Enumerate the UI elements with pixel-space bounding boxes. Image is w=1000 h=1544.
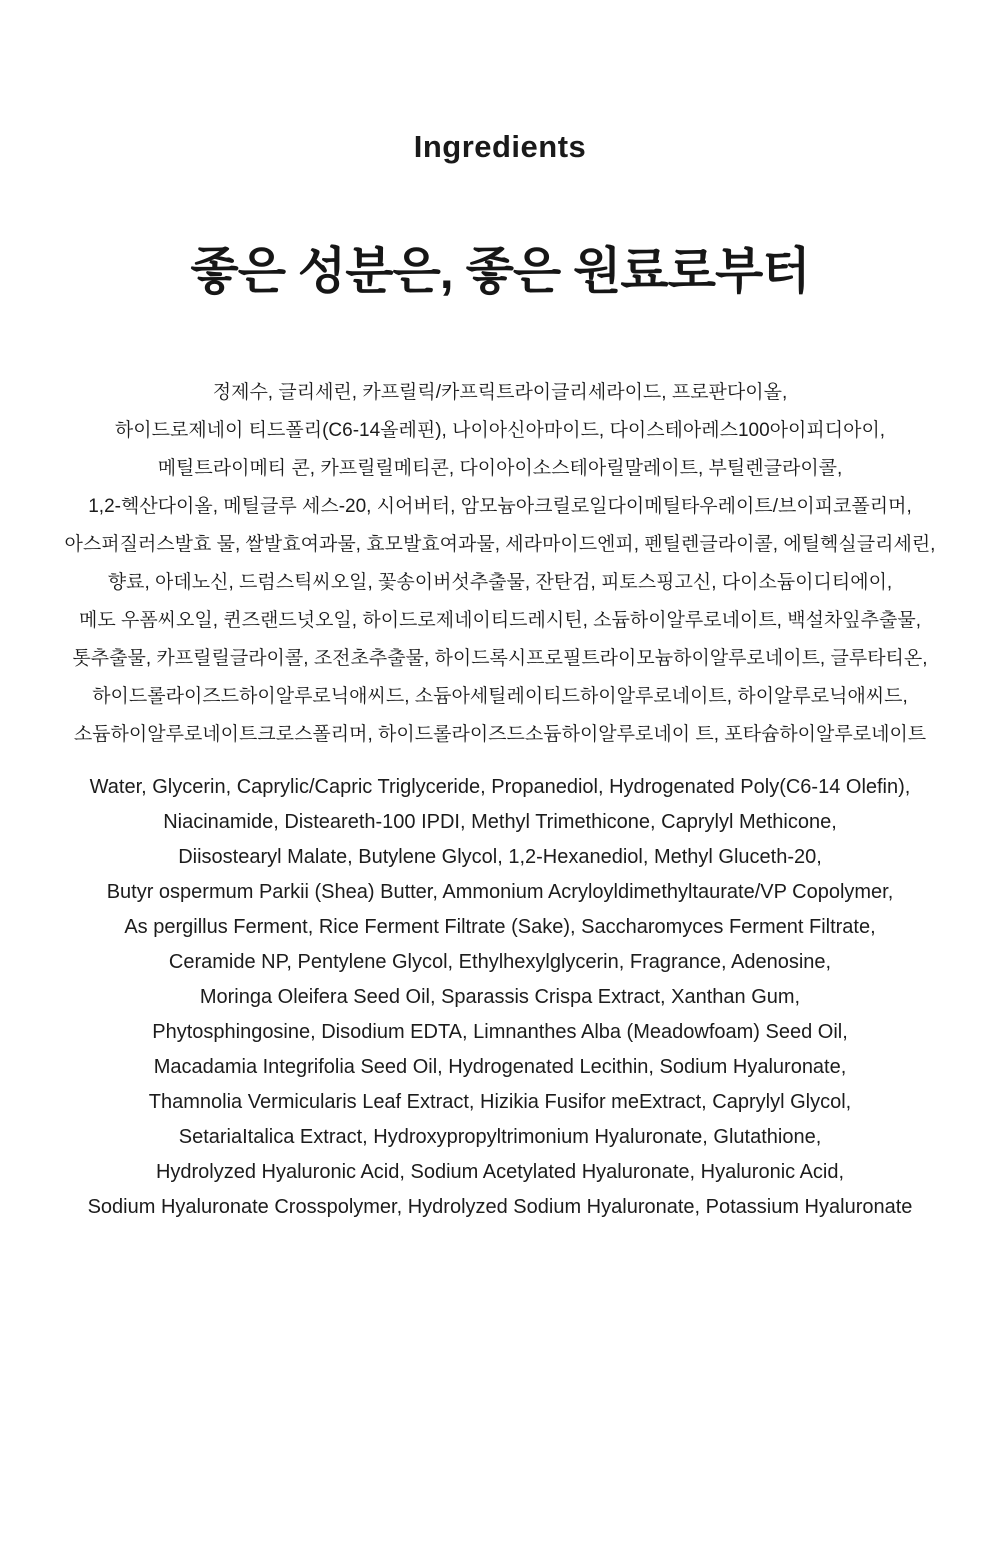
english-ingredients-line: Thamnolia Vermicularis Leaf Extract, Hizikia Fusifor meExtract, Caprylyl Glycol, xyxy=(148,1091,852,1113)
korean-ingredients-line: 향료, 아데노신, 드럼스틱씨오일, 꽃송이버섯추출물, 잔탄검, 피토스핑고신, 다이소듐이디티에이, xyxy=(107,572,893,593)
korean-ingredients-line: 메틸트라이메티 콘, 카프릴릴메티콘, 다이아이소스테아릴말레이트, 부틸렌글라이콜, xyxy=(157,458,843,479)
english-ingredients-line: Ceramide NP, Pentylene Glycol, Ethylhexylglycerin, Fragrance, Adenosine, xyxy=(168,951,832,973)
korean-ingredients-line: 소듐하이알루로네이트크로스폴리머, 하이드롤라이즈드소듐하이알루로네이 트, 포타슘하이알루로네이트 xyxy=(73,724,927,745)
korean-ingredients-line: 톳추출물, 카프릴릴글라이콜, 조전초추출물, 하이드록시프로필트라이모늄하이알루로네이트, 글루타티온, xyxy=(72,648,928,669)
ingredients-english-paragraph xyxy=(0,770,1000,1225)
korean-ingredients-line: 하이드롤라이즈드하이알루로닉애씨드, 소듐아세틸레이티드하이알루로네이트, 하이알루로닉애씨드, xyxy=(92,686,908,707)
english-ingredients-line: Macadamia Integrifolia Seed Oil, Hydrogenated Lecithin, Sodium Hyaluronate, xyxy=(153,1056,847,1078)
ingredients-korean-paragraph xyxy=(0,374,1000,754)
english-ingredients-line: Sodium Hyaluronate Crosspolymer, Hydrolyzed Sodium Hyaluronate, Potassium Hyaluronate xyxy=(87,1196,913,1218)
english-ingredients-line: Diisostearyl Malate, Butylene Glycol, 1,2-Hexanediol, Methyl Gluceth-20, xyxy=(178,846,822,868)
english-ingredients-line: Hydrolyzed Hyaluronic Acid, Sodium Acetylated Hyaluronate, Hyaluronic Acid, xyxy=(155,1161,845,1183)
korean-ingredients-line: 아스퍼질러스발효 물, 쌀발효여과물, 효모발효여과물, 세라마이드엔피, 펜틸렌글라이콜, 에틸헥실글리세린, xyxy=(64,534,936,555)
korean-ingredients-line: 하이드로제네이 티드폴리(C6-14올레핀), 나이아신아마이드, 다이스테아레스100아이피디아이, xyxy=(114,420,886,441)
korean-ingredients-line: 정제수, 글리세린, 카프릴릭/카프릭트라이글리세라이드, 프로판다이올, xyxy=(212,382,788,403)
english-ingredients-line: Butyr ospermum Parkii (Shea) Butter, Ammonium Acryloyldimethyltaurate/VP Copolymer, xyxy=(106,881,894,903)
korean-ingredients-line: 메도 우폼씨오일, 퀸즈랜드넛오일, 하이드로제네이티드레시틴, 소듐하이알루로네이트, 백설차잎추출물, xyxy=(78,610,921,631)
english-ingredients-line: As pergillus Ferment, Rice Ferment Filtrate (Sake), Saccharomyces Ferment Filtrate, xyxy=(124,916,876,938)
english-ingredients-line: Moringa Oleifera Seed Oil, Sparassis Crispa Extract, Xanthan Gum, xyxy=(199,986,801,1008)
english-ingredients-line: Niacinamide, Disteareth-100 IPDI, Methyl Trimethicone, Caprylyl Methicone, xyxy=(163,811,837,833)
section-title: Ingredients xyxy=(413,129,587,164)
headline: 좋은 성분은, 좋은 원료로부터 xyxy=(190,243,810,299)
english-ingredients-line: Phytosphingosine, Disodium EDTA, Limnanthes Alba (Meadowfoam) Seed Oil, xyxy=(152,1021,848,1043)
korean-ingredients-line: 1,2-헥산다이올, 메틸글루 세스-20, 시어버터, 암모늄아크릴로일다이메틸타우레이트/브이피코폴리머, xyxy=(88,496,912,517)
english-ingredients-line: Water, Glycerin, Caprylic/Capric Triglyceride, Propanediol, Hydrogenated Poly(C6-14 Olefin), xyxy=(89,776,911,798)
english-ingredients-line: SetariaItalica Extract, Hydroxypropyltrimonium Hyaluronate, Glutathione, xyxy=(178,1126,822,1148)
